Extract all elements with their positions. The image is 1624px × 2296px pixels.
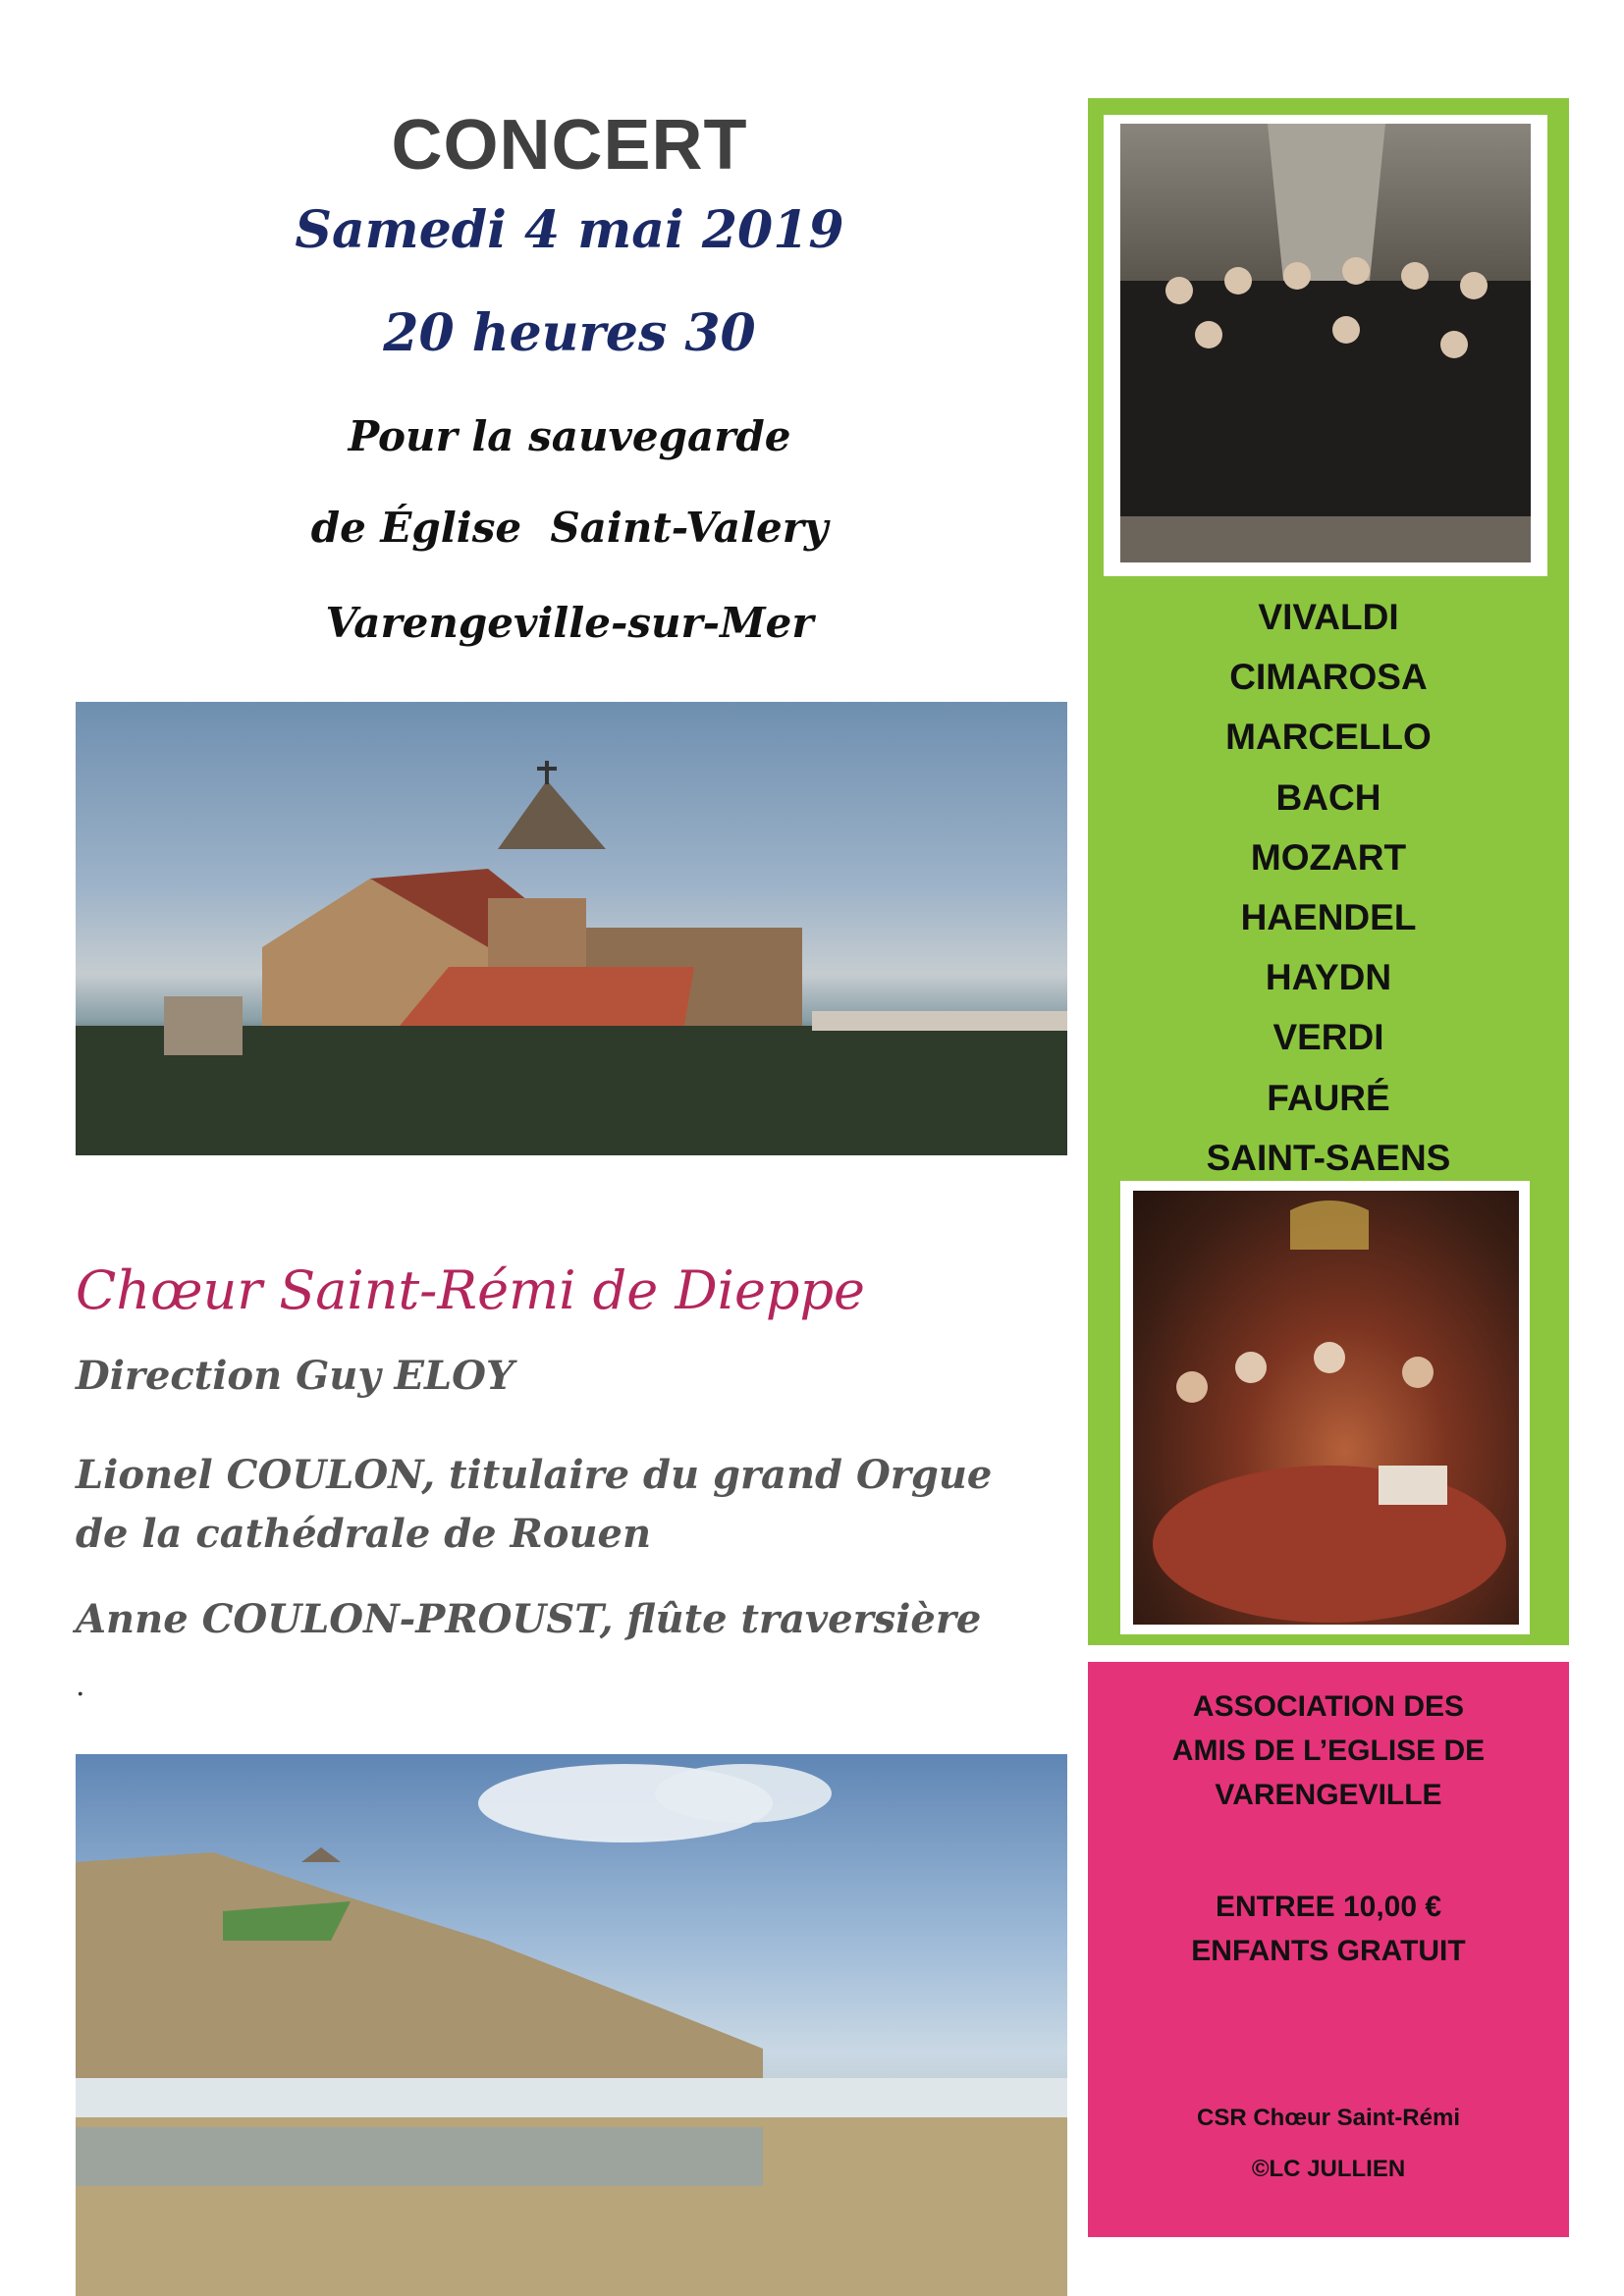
direction: Direction Guy ELOY bbox=[76, 1353, 514, 1399]
association-line-1: ASSOCIATION DES bbox=[1192, 1690, 1465, 1723]
concert-title: CONCERT bbox=[391, 106, 748, 185]
organist-line-2: de la cathédrale de Rouen bbox=[76, 1511, 652, 1557]
composer: VERDI bbox=[1272, 1017, 1384, 1058]
composer: MOZART bbox=[1250, 836, 1407, 878]
composer: FAURÉ bbox=[1267, 1077, 1390, 1118]
cliff-illustration bbox=[76, 1754, 1067, 2296]
composer: SAINT-SAENS bbox=[1206, 1137, 1451, 1178]
ticket-info bbox=[1088, 1885, 1569, 1973]
composer: BACH bbox=[1275, 776, 1381, 818]
choir-illustration bbox=[1120, 124, 1531, 562]
credit-copyright: ©LC JULLIEN bbox=[1251, 2156, 1406, 2182]
composer: CIMAROSA bbox=[1229, 657, 1428, 698]
composer: MARCELLO bbox=[1225, 717, 1432, 758]
church-illustration bbox=[76, 702, 1067, 1155]
church-photo bbox=[76, 702, 1067, 1155]
choir-photo bbox=[1120, 124, 1531, 562]
musicians-illustration bbox=[1133, 1191, 1519, 1625]
baroque-painting bbox=[1133, 1191, 1519, 1625]
association-name bbox=[1088, 1684, 1569, 1817]
stray-dot: . bbox=[76, 1669, 85, 1703]
association-line-2: AMIS DE L’EGLISE DE bbox=[1171, 1735, 1486, 1767]
flutist: Anne COULON-PROUST, flûte traversière bbox=[76, 1596, 982, 1642]
cliff-photo bbox=[76, 1754, 1067, 2296]
entry-price: ENTREE 10,00 € bbox=[1215, 1891, 1442, 1923]
purpose-line-2: de Église Saint-Valery bbox=[310, 504, 829, 552]
children-free: ENFANTS GRATUIT bbox=[1191, 1935, 1466, 1967]
concert-date: Samedi 4 mai 2019 bbox=[295, 200, 844, 260]
association-line-3: VARENGEVILLE bbox=[1215, 1779, 1442, 1811]
concert-time: 20 heures 30 bbox=[383, 303, 756, 363]
purpose-line-1: Pour la sauvegarde bbox=[348, 412, 791, 460]
choir-name: Chœur Saint-Rémi de Dieppe bbox=[76, 1259, 865, 1321]
composer: VIVALDI bbox=[1258, 597, 1399, 637]
organist-line-1: Lionel COULON, titulaire du grand Orgue bbox=[76, 1452, 993, 1498]
composer: HAYDN bbox=[1265, 957, 1392, 998]
purpose-line-3: Varengeville-sur-Mer bbox=[325, 599, 814, 647]
credit-choir: CSR Chœur Saint-Rémi bbox=[1196, 2105, 1460, 2131]
composer-list bbox=[1088, 587, 1569, 1188]
composer: HAENDEL bbox=[1240, 896, 1417, 937]
